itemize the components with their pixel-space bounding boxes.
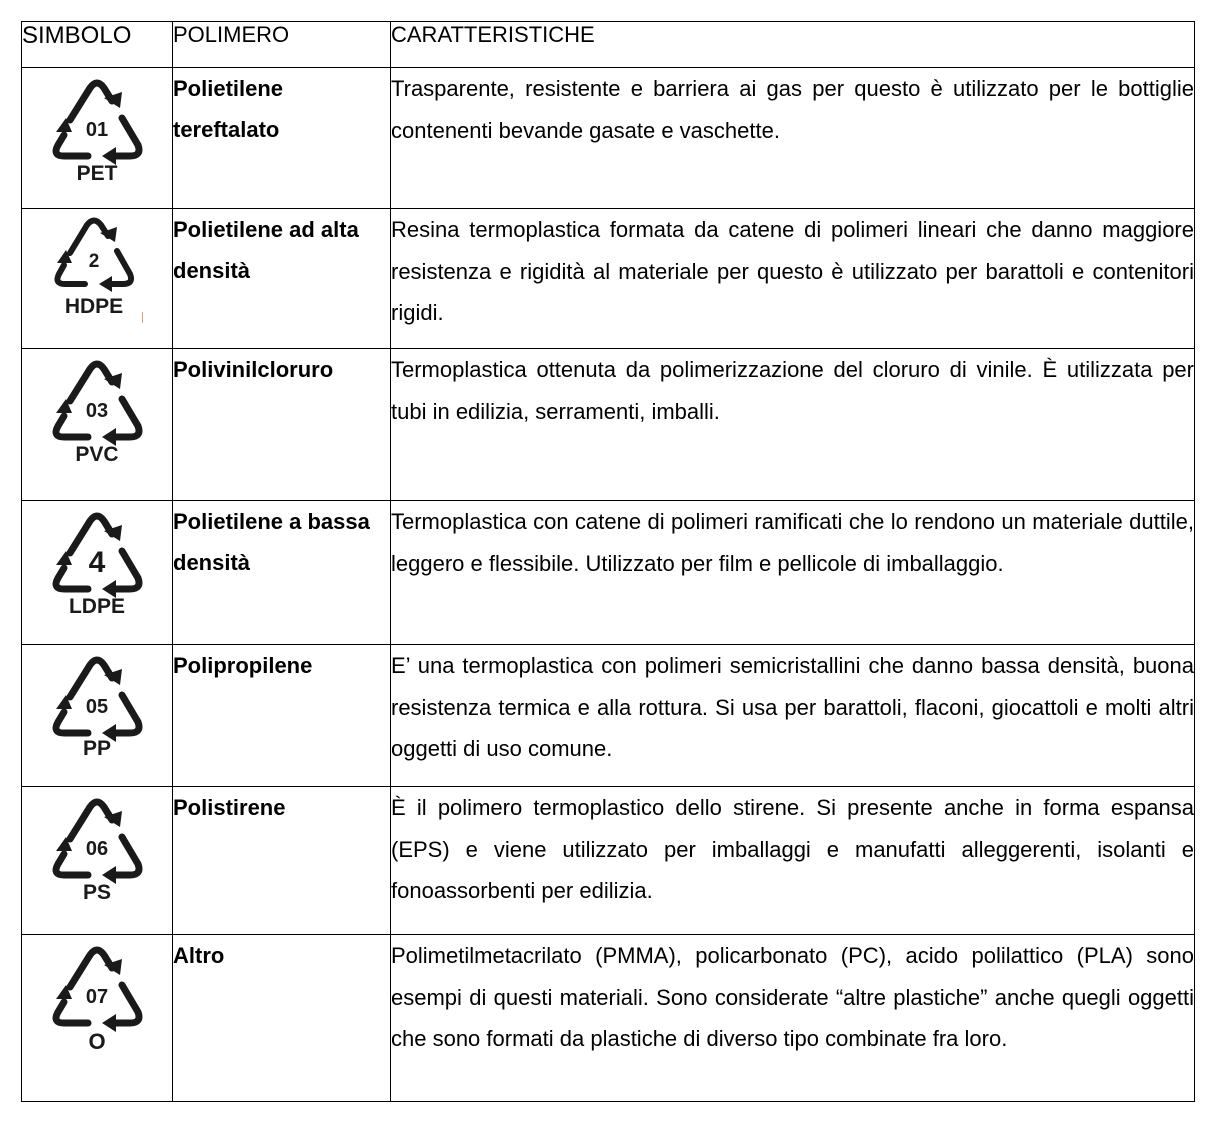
plastics-table (21, 21, 1195, 1102)
polymer-characteristics: Termoplastica ottenuta da polimerizzazione del cloruro di vinile. È utilizzata per tubi in edilizia, serramenti, imballi. (391, 349, 1195, 501)
symbol-cell (22, 787, 173, 935)
resin-abbr: O (88, 1029, 106, 1054)
resin-abbr: PET (76, 162, 118, 185)
resin-code: 2 (88, 251, 100, 272)
polymer-characteristics: È il polimero termoplastico dello stirene. Si presente anche in forma espansa (EPS) e viene utilizzato per imballaggi e manufatti alleggerenti, isolanti e fonoassorbenti per edilizia. (391, 787, 1195, 935)
header-symbol: SIMBOLO (22, 22, 173, 68)
table-row (22, 645, 1195, 787)
table-row (22, 68, 1195, 209)
recycling-triangle-icon (42, 68, 152, 193)
resin-abbr: HDPE (64, 295, 124, 318)
table-row (22, 787, 1195, 935)
polymer-name: Polietilene tereftalato (173, 68, 391, 209)
polymer-name: Polietilene ad alta densità (173, 209, 391, 349)
symbol-cell (22, 645, 173, 787)
recycling-triangle-icon (42, 645, 152, 770)
polymer-name: Polistirene (173, 787, 391, 935)
polymer-characteristics: E’ una termoplastica con polimeri semicristallini che danno bassa densità, buona resistenza termica e alla rottura. Si usa per barattoli, flaconi, giocattoli e molti altri oggetti di uso comune. (391, 645, 1195, 787)
table-row (22, 349, 1195, 501)
recycling-triangle-icon (42, 501, 152, 626)
symbol-cell (22, 68, 173, 209)
symbol-cell (22, 209, 173, 349)
polymer-name: Polietilene a bassa densità (173, 501, 391, 645)
header-characteristics: CARATTERISTICHE (391, 22, 1195, 68)
resin-abbr: PP (82, 737, 112, 760)
symbol-cell (22, 501, 173, 645)
header-polymer: POLIMERO (173, 22, 391, 68)
resin-code: 05 (85, 696, 109, 718)
table-row (22, 501, 1195, 645)
polymer-name: Altro (173, 935, 391, 1102)
table-row (22, 935, 1195, 1102)
polymer-characteristics: Termoplastica con catene di polimeri ramificati che lo rendono un materiale duttile, leggero e flessibile. Utilizzato per film e pellicole di imballaggio. (391, 501, 1195, 645)
recycling-triangle-icon (42, 209, 152, 334)
recycling-triangle-icon (42, 349, 152, 474)
polymer-characteristics: Trasparente, resistente e barriera ai gas per questo è utilizzato per le bottiglie contenenti bevande gasate e vaschette. (391, 68, 1195, 209)
header-row (22, 22, 1195, 68)
symbol-cell (22, 349, 173, 501)
resin-abbr: PS (82, 881, 112, 904)
resin-code: 07 (85, 986, 109, 1008)
recycling-triangle-icon (42, 787, 152, 912)
resin-code: 4 (88, 546, 106, 579)
table-row (22, 209, 1195, 349)
polymer-name: Polipropilene (173, 645, 391, 787)
polymer-name: Polivinilcloruro (173, 349, 391, 501)
resin-code: 03 (85, 400, 109, 422)
resin-code: 06 (85, 838, 109, 860)
resin-abbr: LDPE (68, 595, 126, 618)
symbol-cell (22, 935, 173, 1102)
polymer-characteristics: Resina termoplastica formata da catene di polimeri lineari che danno maggiore resistenza e rigidità al materiale per questo è utilizzato per barattoli e contenitori rigidi. (391, 209, 1195, 349)
recycling-triangle-icon (42, 935, 152, 1060)
resin-abbr: PVC (75, 443, 119, 466)
polymer-characteristics: Polimetilmetacrilato (PMMA), policarbonato (PC), acido polilattico (PLA) sono esempi di questi materiali. Sono considerate “altre plastiche” anche quegli oggetti che sono formati da plastiche di diverso tipo combinate fra loro. (391, 935, 1195, 1102)
stray-mark (142, 312, 143, 323)
resin-code: 01 (85, 119, 109, 141)
